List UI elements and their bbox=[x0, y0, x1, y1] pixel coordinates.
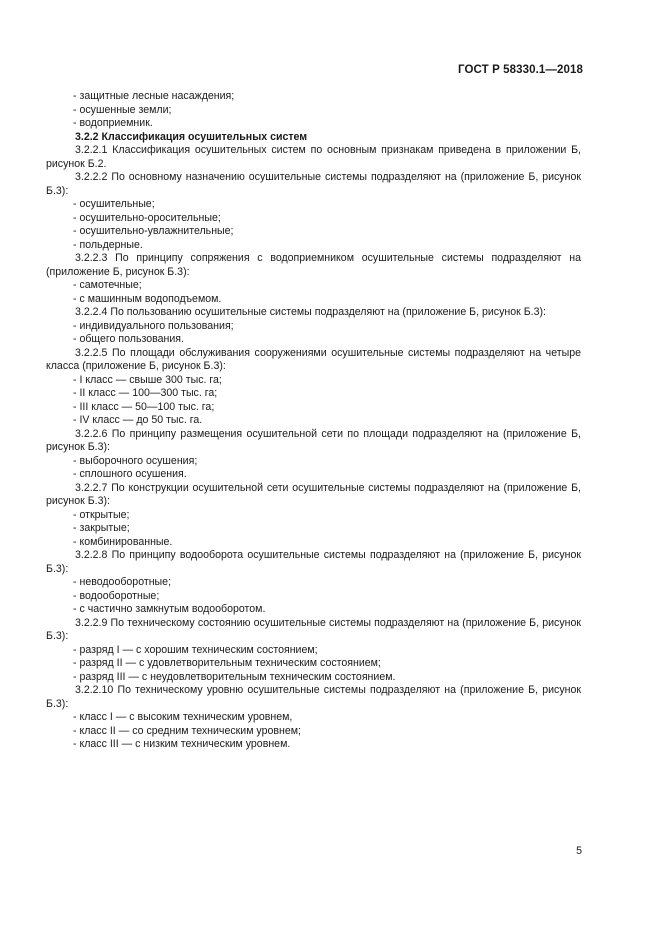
paragraph: 3.2.2.10 По техническому уровню осушительные системы подразделяют на (приложение Б, рисунок Б.3): bbox=[46, 684, 581, 710]
section-heading: 3.2.2 Классификация осушительных систем bbox=[75, 130, 308, 143]
paragraph: 3.2.2.9 По техническому состоянию осушительные системы подразделяют на (приложение Б, рисунок Б.3): bbox=[46, 616, 581, 642]
paragraph: 3.2.2.2 По основному назначению осушительные системы подразделяют на (приложение Б, рисунок Б.3): bbox=[46, 171, 581, 197]
paragraph: 3.2.2.7 По конструкции осушительной сети осушительные системы подразделяют на (приложение Б, рисунок Б.3): bbox=[46, 481, 581, 507]
list-item: - с машинным водоподъемом. bbox=[73, 292, 222, 305]
list-item: - водоприемник. bbox=[73, 117, 153, 129]
paragraph: 3.2.2.5 По площади обслуживания сооружениями осушительные системы подразделяют на четыре класса (приложение Б, рисунок Б.3): bbox=[46, 346, 581, 372]
paragraph: 3.2.2.8 По принципу водооборота осушительные системы подразделяют на (приложение Б, рисунок Б.3): bbox=[46, 549, 581, 575]
paragraph: 3.2.2.1 Классификация осушительных систем по основным признакам приведена в приложении Б, рисунок Б.2. bbox=[46, 144, 581, 170]
list-item: - самотечные; bbox=[73, 279, 142, 291]
list-item: - IV класс — до 50 тыс. га. bbox=[73, 414, 203, 426]
paragraph: 3.2.2.3 По принципу сопряжения с водоприемником осушительные системы подразделяют на (приложение Б, рисунок Б.3): bbox=[46, 252, 581, 278]
document-header: ГОСТ Р 58330.1—2018 bbox=[458, 64, 583, 76]
paragraph: 3.2.2.4 По пользованию осушительные системы подразделяют на (приложение Б, рисунок Б.3): bbox=[75, 306, 546, 318]
list-item: - с частично замкнутым водооборотом. bbox=[73, 603, 266, 615]
list-item: - класс II — со средним техническим уровнем; bbox=[73, 724, 301, 737]
list-item: - польдерные. bbox=[73, 238, 143, 251]
list-item: - закрытые; bbox=[73, 522, 130, 534]
list-item: - комбинированные. bbox=[73, 535, 173, 548]
list-item: - осушительно-оросительные; bbox=[73, 211, 221, 224]
list-item: - осушенные земли; bbox=[73, 103, 172, 116]
list-item: - сплошного осушения. bbox=[73, 468, 187, 480]
page-number: 5 bbox=[576, 845, 582, 857]
list-item: - общего пользования. bbox=[73, 333, 184, 345]
list-item: - неводооборотные; bbox=[73, 576, 172, 588]
list-item: - II класс — 100—300 тыс. га; bbox=[73, 387, 218, 399]
list-item: - выборочного осушения; bbox=[73, 454, 198, 467]
list-item: - III класс — 50—100 тыс. га; bbox=[73, 400, 215, 413]
paragraph: 3.2.2.6 По принципу размещения осушительной сети по площади подразделяют на (приложение Б, рисунок Б.3): bbox=[46, 427, 581, 453]
list-item: - индивидуального пользования; bbox=[73, 319, 234, 332]
list-item: - водооборотные; bbox=[73, 589, 160, 602]
list-item: - защитные лесные насаждения; bbox=[73, 90, 235, 102]
list-item: - разряд II — с удовлетворительным техническим состоянием; bbox=[73, 657, 381, 669]
list-item: - разряд I — с хорошим техническим состоянием; bbox=[73, 643, 318, 656]
list-item: - класс I — с высоким техническим уровнем, bbox=[73, 711, 293, 723]
list-item: - I класс — свыше 300 тыс. га; bbox=[73, 373, 222, 386]
list-item: - разряд III — с неудовлетворительным техническим состоянием. bbox=[73, 670, 396, 683]
list-item: - осушительно-увлажнительные; bbox=[73, 225, 234, 237]
list-item: - класс III — с низким техническим уровнем. bbox=[73, 738, 291, 750]
list-item: - осушительные; bbox=[73, 198, 155, 210]
document-body bbox=[46, 90, 581, 752]
list-item: - открытые; bbox=[73, 508, 130, 521]
